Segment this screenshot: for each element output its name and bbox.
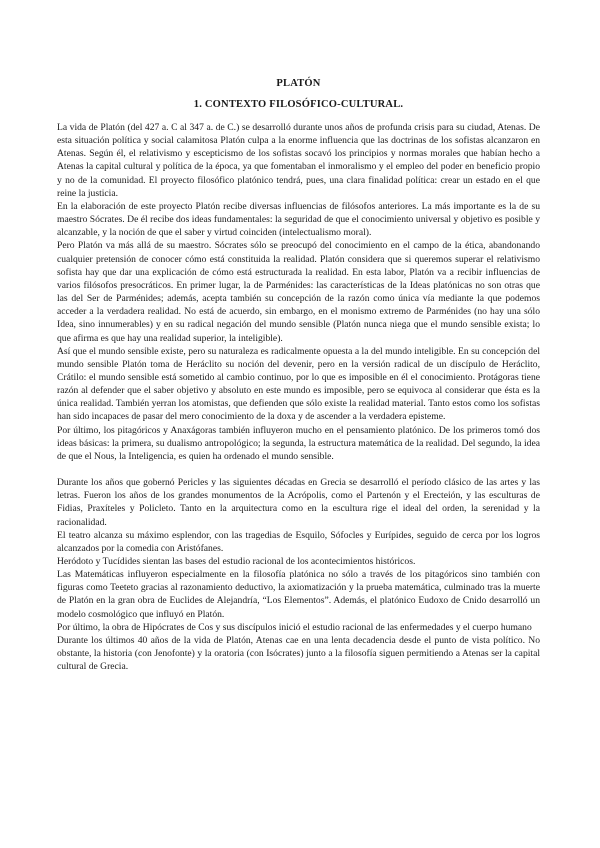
paragraph-pitagoricos: Por último, los pitagóricos y Anaxágoras también influyeron mucho en el pensamiento platónico. De los primeros tomó dos ideas básicas: la primera, su dualismo antropológico; la segunda, la estructura matemática de la realidad. Del segundo, la idea de que el Nous, la Inteligencia, es quien ha ordenado el mundo sensible. [57, 424, 540, 462]
paragraph-crisis-atenas: La vida de Platón (del 427 a. C al 347 a. de C.) se desarrolló durante unos años de profunda crisis para su ciudad, Atenas. De esta situación política y social calamitosa Platón culpa a la enorme influencia que las doctrinas de los sofistas alcanzaron en Atenas. Según él, el relativismo y escepticismo de los sofistas socavó los principios y normas morales que habían hecho a Atenas la capital cultural y política de la época, ya que fomentaban el inmoralismo y el empleo del poder en beneficio propio y no de la comunidad. El proyecto filosófico platónico tendrá, pues, una clara finalidad política: crear un estado en el que reine la justicia. [57, 122, 540, 199]
paragraph-matematicas: Las Matemáticas influyeron especialmente en la filosofía platónica no sólo a través de los pitagóricos sino también con figuras como Teeteto gracias al razonamiento deductivo, la axiomatización y la prueba matemática, culminado tras la muerte de Platón en la gran obra de Euclides de Alejandría, “Los Elementos”. Además, el platónico Eudoxo de Cnido desarrolló un modelo cosmológico que influyó en Platón. [57, 569, 540, 620]
document-title: PLATÓN [276, 78, 321, 89]
paragraph-spacer [57, 463, 540, 476]
section-heading: 1. CONTEXTO FILOSÓFICO-CULTURAL. [193, 99, 404, 110]
paragraph-influencia-socrates: En la elaboración de este proyecto Platón recibe diversas influencias de filósofos anteriores. La más importante es la de su maestro Sócrates. De él recibe dos ideas fundamentales: la seguridad de que el conocimiento universal y objetivo es posible y alcanzable, y la noción de que el saber y virtud coinciden (intelectualismo moral). [57, 200, 540, 239]
paragraph-periodo-clasico: Durante los años que gobernó Pericles y las siguientes décadas en Grecia se desarrolló el período clásico de las artes y las letras. Fueron los años de los grandes monumentos de la Acrópolis, como el Partenón y el Erecteión, y las esculturas de Fidias, Praxíteles y Policleto. Tanto en la arquitectura como en la escultura rige el ideal del orden, la serenidad y la racionalidad. [57, 477, 540, 528]
paragraph-decadencia: Durante los últimos 40 años de la vida de Platón, Atenas cae en una lenta decadencia desde el punto de vista político. No obstante, la historia (con Jenofonte) y la oratoria (con Isócrates) junto a la filosofía siguen permitiendo a Atenas ser la capital cultural de Grecia. [57, 634, 540, 673]
paragraph-historia: Heródoto y Tucídides sientan las bases del estudio racional de los acontecimientos históricos. [57, 556, 416, 567]
paragraph-teatro: El teatro alcanza su máximo esplendor, con las tragedias de Esquilo, Sófocles y Eurípides, seguido de cerca por los logros alcanzados por la comedia con Aristófanes. [57, 529, 540, 554]
paragraph-mundo-sensible: Así que el mundo sensible existe, pero su naturaleza es radicalmente opuesta a la del mundo inteligible. En su concepción del mundo sensible Platón toma de Heráclito su noción del devenir, pero en la versión radical de un discípulo de Heráclito, Crátilo: el mundo sensible está sometido al cambio continuo, por lo que es imposible en él el conocimiento. Protágoras tiene razón al defender que el saber objetivo y absoluto en este mundo es imposible, pero se equivoca al considerar que ésta es la única realidad. También yerran los atomistas, que defienden que sólo existe la realidad material. Tanto estos como los sofistas han sido incapaces de pasar del mero conocimiento de la doxa y de ascender a la verdadera episteme. [57, 345, 540, 423]
paragraph-presocraticos: Pero Platón va más allá de su maestro. Sócrates sólo se preocupó del conocimiento en el campo de la ética, abandonando cualquier pretensión de conocer cómo está constituida la realidad. Platón considera que si queremos superar el relativismo sofista hay que dar una explicación de cómo está estructurada la realidad. En esta labor, Platón va a recibir influencias de varios filósofos presocráticos. En primer lugar, la de Parménides: las características de la Ideas platónicas no son otras que las del Ser de Parménides; además, acepta también su concepción de la razón como única vía mediante la que podemos acceder a la verdadera realidad. No está de acuerdo, sin embargo, en el monismo extremo de Parménides (no hay una sólo Idea, sino innumerables) y en su radical negación del mundo sensible (Platón nunca niega que el mundo sensible exista; lo que afirma es que hay una realidad superior, la inteligible). [57, 240, 540, 344]
paragraph-medicina: Por último, la obra de Hipócrates de Cos y sus discípulos inició el estudio racional de las enfermedades y el cuerpo humano [57, 621, 532, 633]
